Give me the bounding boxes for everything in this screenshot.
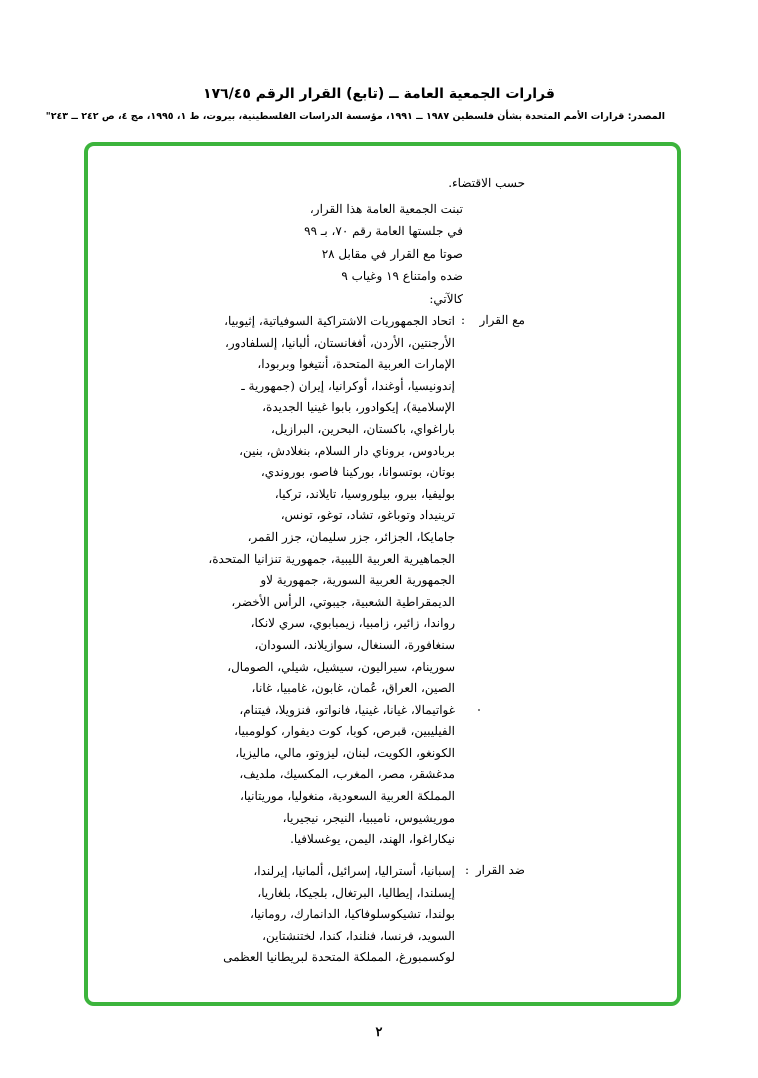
list-item: إيسلندا، إيطاليا، البرتغال، بلجيكا، بلغاريا، <box>257 885 455 900</box>
list-item: اتحاد الجمهوريات الاشتراكية السوفياتية، إثيوبيا، <box>224 314 455 328</box>
list-item: بوليفيا، بيرو، بيلوروسيا، تايلاند، تركيا، <box>274 486 455 501</box>
list-item: الكونغو، الكويت، لبنان، ليزوتو، مالي، ماليزيا، <box>235 745 455 760</box>
list-item: رواندا، زائير، زامبيا، زيمبابوي، سري لانكا، <box>250 616 455 631</box>
list-item: بربادوس، بروناي دار السلام، بنغلادش، بنين، <box>239 443 455 458</box>
list-item: الديمقراطية الشعبية، جيبوتي، الرأس الأخضر، <box>231 594 455 609</box>
source-citation: المصدر: قرارات الأمم المتحدة بشأن فلسطين ١٩٨٧ ــ ١٩٩١، مؤسسة الدراسات الفلسطينية، بيروت، ط ١، ١٩٩٥، مج ٤، ص ٢٤٢ ــ ٢٤٣" <box>45 111 665 122</box>
list-item: باراغواي، باكستان، البحرين، البرازيل، <box>270 421 455 436</box>
list-item: ترينيداد وتوباغو، تشاد، توغو، تونس، <box>280 508 455 523</box>
list-item: سورينام، سيراليون، سيشيل، شيلي، الصومال، <box>227 659 455 674</box>
for-label: مع القرار <box>479 313 525 327</box>
list-item: نيكاراغوا، الهند، اليمن، يوغسلافيا. <box>290 832 455 847</box>
stray-dot <box>478 709 480 711</box>
adoption-line: ضده وامتناع ١٩ وغياب ٩ <box>341 269 463 284</box>
list-item: السويد، فرنسا، فنلندا، كندا، لختنشتاين، <box>262 928 455 943</box>
adoption-line: تبنت الجمعية العامة هذا القرار، <box>309 202 463 216</box>
list-item: المملكة العربية السعودية، منغوليا، موريتانيا، <box>240 789 455 804</box>
adoption-line: كالآتي: <box>429 291 463 306</box>
list-item: بوتان، بوتسوانا، بوركينا فاصو، بوروندي، <box>260 465 455 480</box>
adoption-statement <box>304 198 463 310</box>
list-item: موريشيوس، ناميبيا، النيجر، نيجيريا، <box>282 810 455 825</box>
adoption-line: في جلستها العامة رقم ٧٠، بـ ٩٩ <box>304 224 463 239</box>
list-item: الصين، العراق، عُمان، غابون، غامبيا، غانا، <box>251 681 455 696</box>
list-item: بولندا، تشيكوسلوفاكيا، الدانمارك، رومانيا، <box>249 907 455 922</box>
list-item: جامايكا، الجزائر، جزر سليمان، جزر القمر، <box>247 529 455 544</box>
for-country-list <box>208 311 455 851</box>
list-item: الإمارات العربية المتحدة، أنتيغوا وبربودا، <box>257 357 455 372</box>
page-number: ٢ <box>375 1025 383 1040</box>
against-country-list <box>217 861 455 969</box>
list-item: إسبانيا، أستراليا، إسرائيل، ألمانيا، إيرلندا، <box>253 864 455 878</box>
list-item: مدغشقر، مصر، المغرب، المكسيك، ملديف، <box>239 767 455 782</box>
list-item: لوكسمبورغ، المملكة المتحدة لبريطانيا العظمى <box>223 950 455 965</box>
against-colon: : <box>465 863 470 877</box>
list-item: الإسلامية)، إيكوادور، بابوا غينيا الجديدة، <box>262 400 455 415</box>
list-item: الجمهورية العربية السورية، جمهورية لاو <box>260 573 455 588</box>
page-title: قرارات الجمعية العامة ــ (تابع) القرار الرقم ١٧٦/٤٥ <box>203 86 555 102</box>
list-item: غواتيمالا، غيانا، غينيا، فانواتو، فنزويلا، فيتنام، <box>239 702 455 717</box>
list-item: سنغافورة، السنغال، سوازيلاند، السودان، <box>254 637 455 652</box>
against-label: ضد القرار <box>475 863 525 877</box>
adoption-line: صوتا مع القرار في مقابل ٢٨ <box>321 246 463 261</box>
list-item: الأرجنتين، الأردن، أفغانستان، ألبانيا، إلسلفادور، <box>224 335 455 350</box>
for-colon: : <box>461 313 466 327</box>
list-item: إندونيسيا، أوغندا، أوكرانيا، إيران (جمهورية ـ <box>241 378 455 393</box>
lead-text: حسب الاقتضاء. <box>448 176 525 190</box>
list-item: الفيليبين، قبرص، كوبا، كوت ديفوار، كولومبيا، <box>234 724 455 739</box>
list-item: الجماهيرية العربية الليبية، جمهورية تنزانيا المتحدة، <box>208 551 455 566</box>
